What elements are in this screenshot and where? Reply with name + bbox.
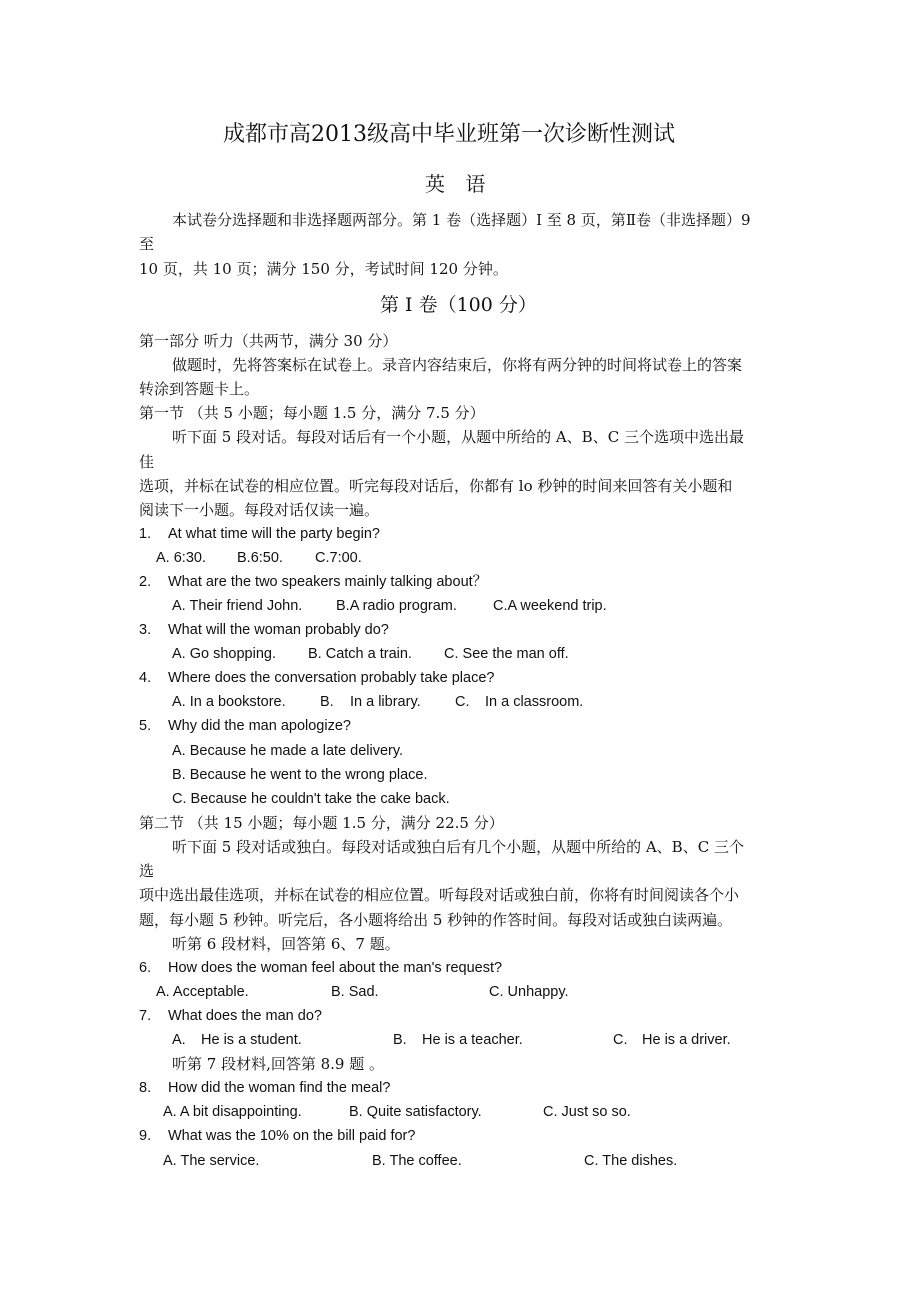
option-a-text: He is a student. [201,1032,302,1048]
option-b: B.6:50. [237,550,283,566]
exam-title: 成都市高2013级高中毕业班第一次诊断性测试 [223,122,675,147]
option-c: C.7:00. [315,550,362,566]
question-text: Why did the man apologize? [168,718,351,734]
option-a: A. Because he made a late delivery. [172,743,404,759]
question-number: 6. [139,960,152,976]
option-b-letter: B. [393,1032,407,1048]
option-c-text: In a classroom. [485,694,584,710]
passage-note: 听第 6 段材料，回答第 6、7 题。 [172,935,400,953]
question-text: What was the 10% on the bill paid for? [168,1128,416,1144]
question-text: Where does the conversation probably take place? [168,670,495,686]
intro-line: 至 [139,235,155,253]
section-instructions: 选项，并标在试卷的相应位置。听完每段对话后，你都有 lo 秒钟的时间来回答有关小题和 [139,477,733,495]
section-heading: 第一节 （共 5 小题；每小题 1.5 分，满分 7.5 分） [139,404,485,422]
question-number: 2. [139,574,152,590]
subject-title: 英 语 [425,172,486,196]
option-b: B.A radio program. [336,598,457,614]
question-text: What does the man do? [168,1008,322,1024]
passage-note: 听第 7 段材料,回答第 8.9 题 。 [172,1055,385,1073]
question-item [139,666,495,690]
question-number: 8. [139,1080,152,1096]
section-instructions: 项中选出最佳选项，并标在试卷的相应位置。听每段对话或独白前，你将有时间阅读各个小 [139,886,740,904]
part-instructions: 转涂到答题卡上。 [139,380,260,398]
question-item [139,956,503,980]
question-item [139,522,380,546]
option-a: A. 6:30. [156,550,206,566]
part-instructions: 做题时，先将答案标在试卷上。录音内容结束后，你将有两分钟的时间将试卷上的答案 [172,356,743,374]
option-c: C. Just so so. [543,1104,631,1120]
option-b-text: He is a teacher. [422,1032,523,1048]
option-a: A. The service. [163,1153,260,1169]
option-b-letter: B. [320,694,334,710]
option-c: C. See the man off. [444,646,569,662]
question-number: 3. [139,622,152,638]
option-c-letter: C. [613,1032,628,1048]
part-heading: 第一部分 听力（共两节，满分 30 分） [139,332,398,350]
question-item [139,1124,416,1148]
option-c: C. Because he couldn't take the cake back. [172,791,450,807]
volume-title: 第 I 卷（100 分） [380,294,537,316]
question-number: 9. [139,1128,152,1144]
section-instructions: 阅读下一小题。每段对话仅读一遍。 [139,501,380,519]
option-c: C. The dishes. [584,1153,678,1169]
question-text: How did the woman find the meal? [168,1080,391,1096]
option-c-text: He is a driver. [642,1032,731,1048]
question-number: 4. [139,670,152,686]
section-instructions: 选 [139,862,155,880]
option-a: A. In a bookstore. [172,694,286,710]
option-a: A. Acceptable. [156,984,249,1000]
section-instructions: 佳 [139,453,155,471]
question-item [139,1004,322,1028]
intro-line: 10 页，共 10 页；满分 150 分，考试时间 120 分钟。 [139,260,508,278]
option-a: A. A bit disappointing. [163,1104,302,1120]
section-heading: 第二节 （共 15 小题；每小题 1.5 分，满分 22.5 分） [139,814,504,832]
option-c: C. Unhappy. [489,984,569,1000]
section-instructions: 听下面 5 段对话。每段对话后有一个小题，从题中所给的 A、B、C 三个选项中选出最 [172,428,744,446]
option-b: B. The coffee. [372,1153,462,1169]
question-text: What will the woman probably do? [168,622,389,638]
option-a-letter: A. [172,1032,186,1048]
intro-line: 本试卷分选择题和非选择题两部分。第 1 卷（选择题）I 至 8 页，第Ⅱ卷（非选择题）9 [172,211,751,229]
question-item [139,714,351,738]
question-number: 1. [139,526,152,542]
option-b-text: In a library. [350,694,421,710]
question-item [139,1076,391,1100]
option-b: B. Because he went to the wrong place. [172,767,428,783]
question-text: How does the woman feel about the man's request? [168,960,503,976]
option-c-letter: C. [455,694,470,710]
question-number: 5. [139,718,152,734]
question-text: What are the two speakers mainly talking about？ [168,574,488,590]
option-b: B. Catch a train. [308,646,412,662]
option-b: B. Sad. [331,984,379,1000]
question-item [139,570,488,594]
question-text: At what time will the party begin? [168,526,380,542]
option-a: A. Their friend John. [172,598,303,614]
option-b: B. Quite satisfactory. [349,1104,482,1120]
option-c: C.A weekend trip. [493,598,607,614]
question-number: 7. [139,1008,152,1024]
section-instructions: 题，每小题 5 秒钟。听完后，各小题将给出 5 秒钟的作答时间。每段对话或独白读两遍。 [139,911,733,929]
question-item [139,618,389,642]
option-a: A. Go shopping. [172,646,276,662]
section-instructions: 听下面 5 段对话或独白。每段对话或独白后有几个小题，从题中所给的 A、B、C 三个 [172,838,744,856]
